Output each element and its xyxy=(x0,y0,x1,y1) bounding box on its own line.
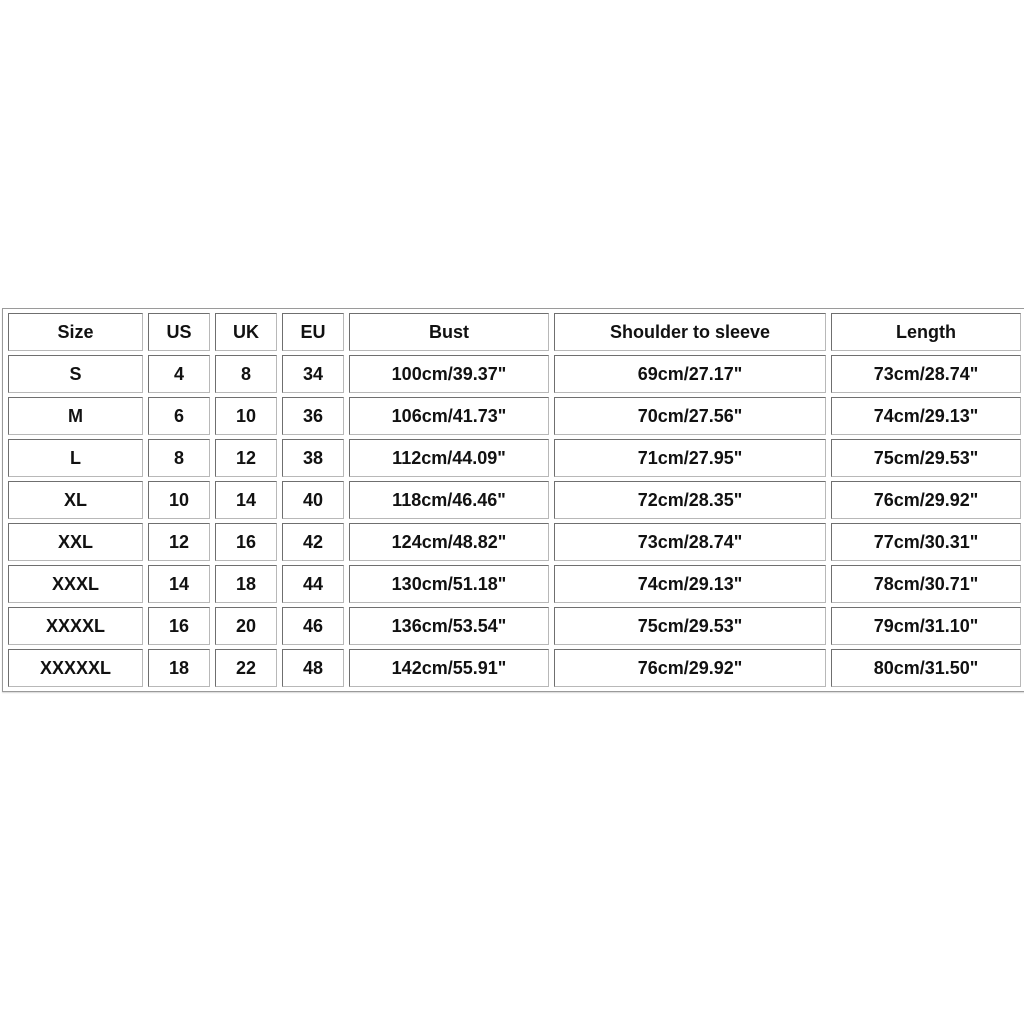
cell-bust: 118cm/46.46" xyxy=(349,481,549,519)
header-eu: EU xyxy=(282,313,344,351)
cell-eu: 42 xyxy=(282,523,344,561)
header-us: US xyxy=(148,313,210,351)
cell-uk: 10 xyxy=(215,397,277,435)
header-uk: UK xyxy=(215,313,277,351)
cell-size: XXL xyxy=(8,523,143,561)
cell-length: 79cm/31.10" xyxy=(831,607,1021,645)
cell-shoulder-to-sleeve: 69cm/27.17" xyxy=(554,355,826,393)
header-row xyxy=(8,313,1021,351)
cell-uk: 14 xyxy=(215,481,277,519)
cell-eu: 34 xyxy=(282,355,344,393)
table-row xyxy=(8,355,1021,393)
table-row xyxy=(8,649,1021,687)
cell-shoulder-to-sleeve: 73cm/28.74" xyxy=(554,523,826,561)
cell-bust: 100cm/39.37" xyxy=(349,355,549,393)
cell-uk: 22 xyxy=(215,649,277,687)
table-row xyxy=(8,397,1021,435)
cell-bust: 124cm/48.82" xyxy=(349,523,549,561)
table-row xyxy=(8,607,1021,645)
cell-size: XXXL xyxy=(8,565,143,603)
header-length: Length xyxy=(831,313,1021,351)
cell-uk: 16 xyxy=(215,523,277,561)
cell-shoulder-to-sleeve: 71cm/27.95" xyxy=(554,439,826,477)
cell-us: 10 xyxy=(148,481,210,519)
cell-size: M xyxy=(8,397,143,435)
cell-bust: 106cm/41.73" xyxy=(349,397,549,435)
cell-bust: 112cm/44.09" xyxy=(349,439,549,477)
cell-length: 76cm/29.92" xyxy=(831,481,1021,519)
cell-eu: 36 xyxy=(282,397,344,435)
cell-shoulder-to-sleeve: 76cm/29.92" xyxy=(554,649,826,687)
cell-uk: 12 xyxy=(215,439,277,477)
cell-eu: 48 xyxy=(282,649,344,687)
cell-shoulder-to-sleeve: 75cm/29.53" xyxy=(554,607,826,645)
cell-length: 74cm/29.13" xyxy=(831,397,1021,435)
cell-eu: 40 xyxy=(282,481,344,519)
table-row xyxy=(8,565,1021,603)
header-bust: Bust xyxy=(349,313,549,351)
cell-uk: 18 xyxy=(215,565,277,603)
cell-eu: 38 xyxy=(282,439,344,477)
cell-us: 12 xyxy=(148,523,210,561)
cell-bust: 130cm/51.18" xyxy=(349,565,549,603)
size-chart-table xyxy=(2,308,1024,692)
cell-eu: 44 xyxy=(282,565,344,603)
cell-length: 75cm/29.53" xyxy=(831,439,1021,477)
cell-shoulder-to-sleeve: 72cm/28.35" xyxy=(554,481,826,519)
cell-us: 14 xyxy=(148,565,210,603)
cell-length: 78cm/30.71" xyxy=(831,565,1021,603)
header-size: Size xyxy=(8,313,143,351)
cell-length: 73cm/28.74" xyxy=(831,355,1021,393)
cell-us: 18 xyxy=(148,649,210,687)
cell-bust: 136cm/53.54" xyxy=(349,607,549,645)
cell-length: 77cm/30.31" xyxy=(831,523,1021,561)
cell-size: XXXXXL xyxy=(8,649,143,687)
cell-length: 80cm/31.50" xyxy=(831,649,1021,687)
cell-uk: 20 xyxy=(215,607,277,645)
cell-size: S xyxy=(8,355,143,393)
table-row xyxy=(8,481,1021,519)
cell-us: 6 xyxy=(148,397,210,435)
cell-shoulder-to-sleeve: 74cm/29.13" xyxy=(554,565,826,603)
cell-us: 4 xyxy=(148,355,210,393)
cell-eu: 46 xyxy=(282,607,344,645)
cell-shoulder-to-sleeve: 70cm/27.56" xyxy=(554,397,826,435)
header-shoulder-to-sleeve: Shoulder to sleeve xyxy=(554,313,826,351)
cell-size: XXXXL xyxy=(8,607,143,645)
cell-size: XL xyxy=(8,481,143,519)
cell-us: 8 xyxy=(148,439,210,477)
cell-size: L xyxy=(8,439,143,477)
cell-us: 16 xyxy=(148,607,210,645)
cell-bust: 142cm/55.91" xyxy=(349,649,549,687)
table-row xyxy=(8,439,1021,477)
table-row xyxy=(8,523,1021,561)
cell-uk: 8 xyxy=(215,355,277,393)
